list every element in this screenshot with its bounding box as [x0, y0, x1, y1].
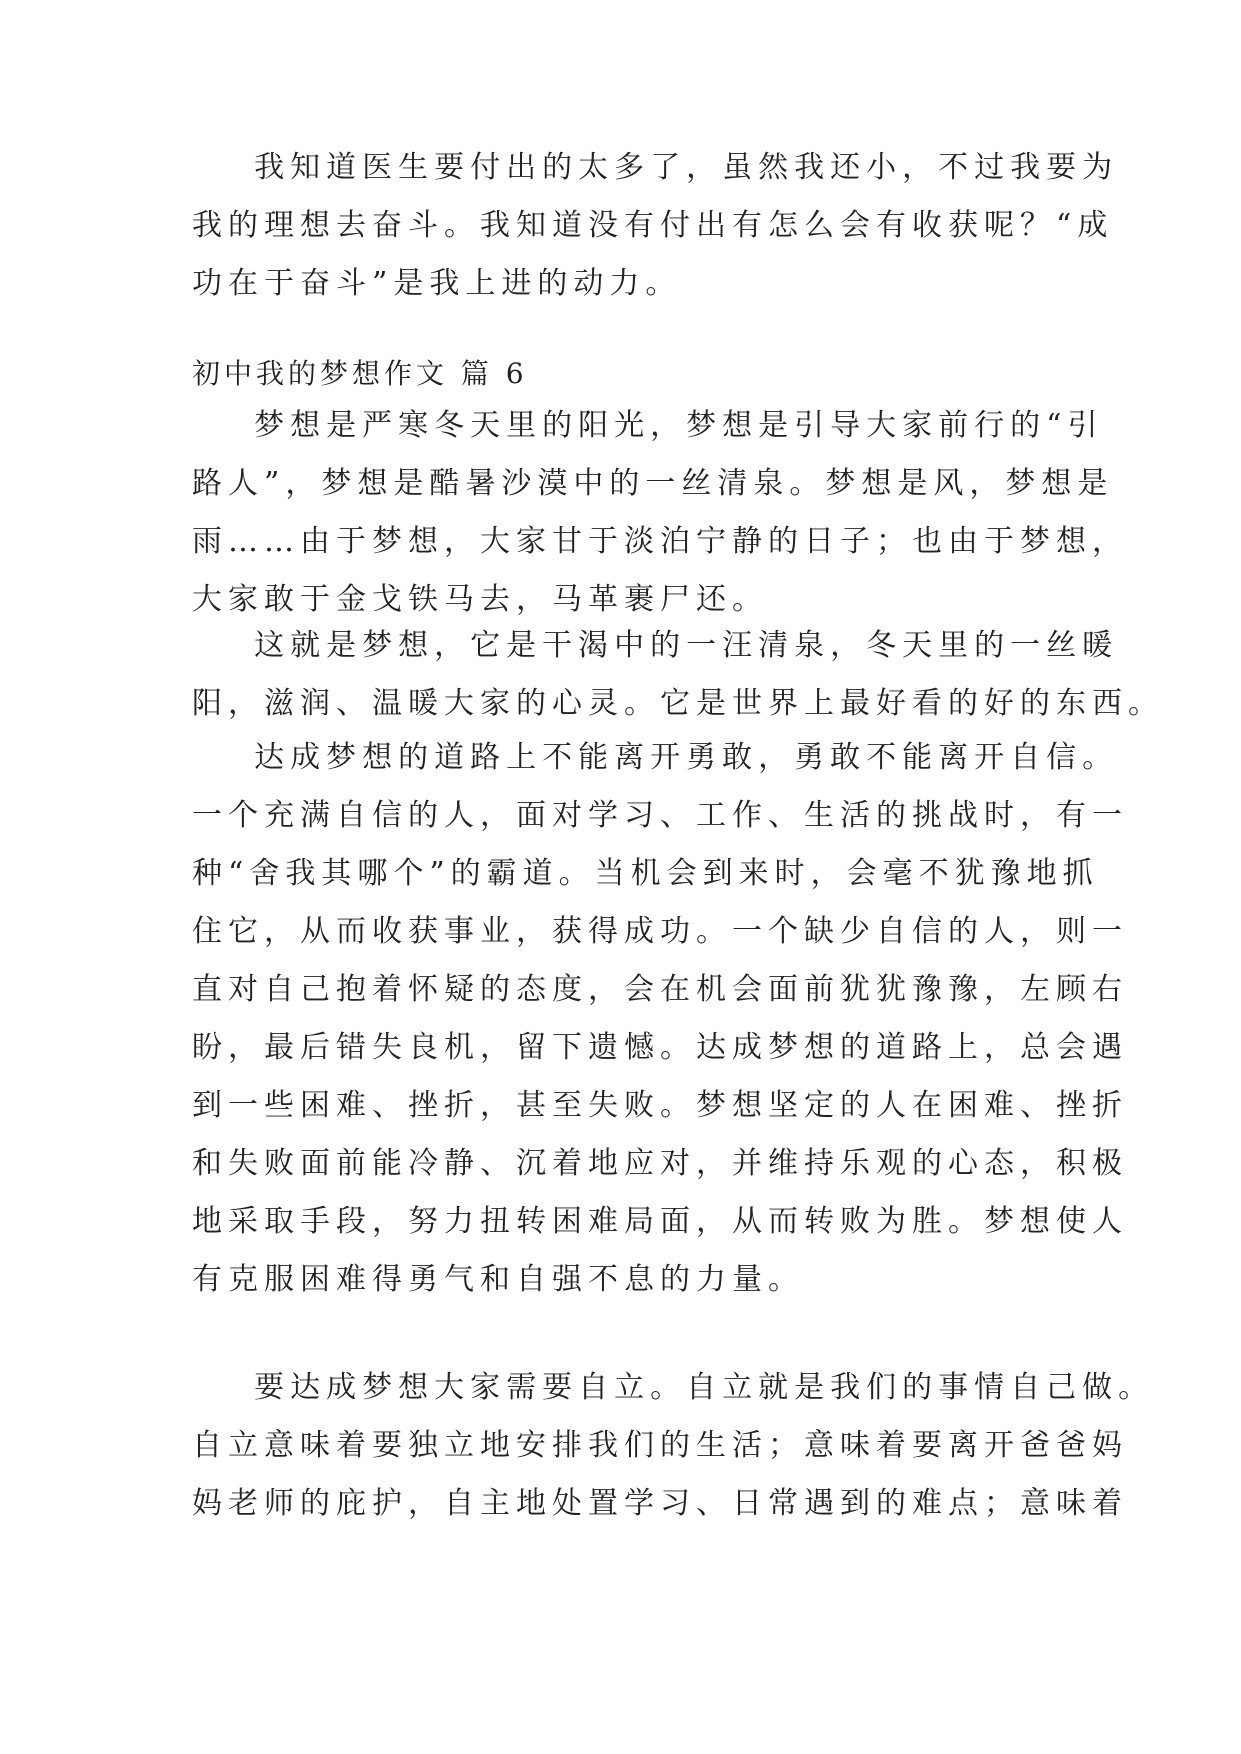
paragraph-line: 自立意味着要独立地安排我们的生活；意味着要离开爸爸妈	[192, 1428, 1128, 1463]
paragraph-line: 达成梦想的道路上不能离开勇敢，勇敢不能离开自信。	[192, 740, 1119, 775]
paragraph-line: 妈老师的庇护，自主地处置学习、日常遇到的难点；意味着	[192, 1486, 1128, 1521]
paragraph-line: 阳，滋润、温暖大家的心灵。它是世界上最好看的好的东西。	[192, 686, 1164, 721]
paragraph-line: 功在于奋斗”是我上进的动力。	[192, 266, 682, 301]
paragraph-line: 我知道医生要付出的太多了，虽然我还小，不过我要为	[192, 150, 1119, 185]
paragraph-line: 地采取手段，努力扭转困难局面，从而转败为胜。梦想使人	[192, 1204, 1128, 1239]
paragraph-line: 这就是梦想，它是干渴中的一汪清泉，冬天里的一丝暖	[192, 628, 1119, 663]
paragraph-line: 到一些困难、挫折，甚至失败。梦想坚定的人在困难、挫折	[192, 1088, 1128, 1123]
paragraph-line: 雨……由于梦想，大家甘于淡泊宁静的日子；也由于梦想，	[192, 524, 1128, 559]
paragraph-line: 我的理想去奋斗。我知道没有付出有怎么会有收获呢？“成	[192, 208, 1114, 243]
paragraph-line: 种“舍我其哪个”的霸道。当机会到来时，会毫不犹豫地抓	[192, 856, 1099, 891]
paragraph-line: 大家敢于金戈铁马去，马革裹尸还。	[192, 582, 768, 617]
paragraph-line: 要达成梦想大家需要自立。自立就是我们的事情自己做。	[192, 1370, 1155, 1405]
paragraph-line: 直对自己抱着怀疑的态度，会在机会面前犹犹豫豫，左顾右	[192, 972, 1128, 1007]
paragraph-line: 有克服困难得勇气和自强不息的力量。	[192, 1262, 804, 1297]
paragraph-line: 梦想是严寒冬天里的阳光，梦想是引导大家前行的“引	[192, 408, 1104, 443]
paragraph-line: 和失败面前能冷静、沉着地应对，并维持乐观的心态，积极	[192, 1146, 1128, 1181]
section-heading: 初中我的梦想作文 篇 6	[192, 357, 528, 390]
paragraph-line: 盼，最后错失良机，留下遗憾。达成梦想的道路上，总会遇	[192, 1030, 1128, 1065]
paragraph-line: 一个充满自信的人，面对学习、工作、生活的挑战时，有一	[192, 798, 1128, 833]
paragraph-line: 路人”，梦想是酷暑沙漠中的一丝清泉。梦想是风，梦想是	[192, 466, 1114, 501]
paragraph-line: 住它，从而收获事业，获得成功。一个缺少自信的人，则一	[192, 914, 1128, 949]
